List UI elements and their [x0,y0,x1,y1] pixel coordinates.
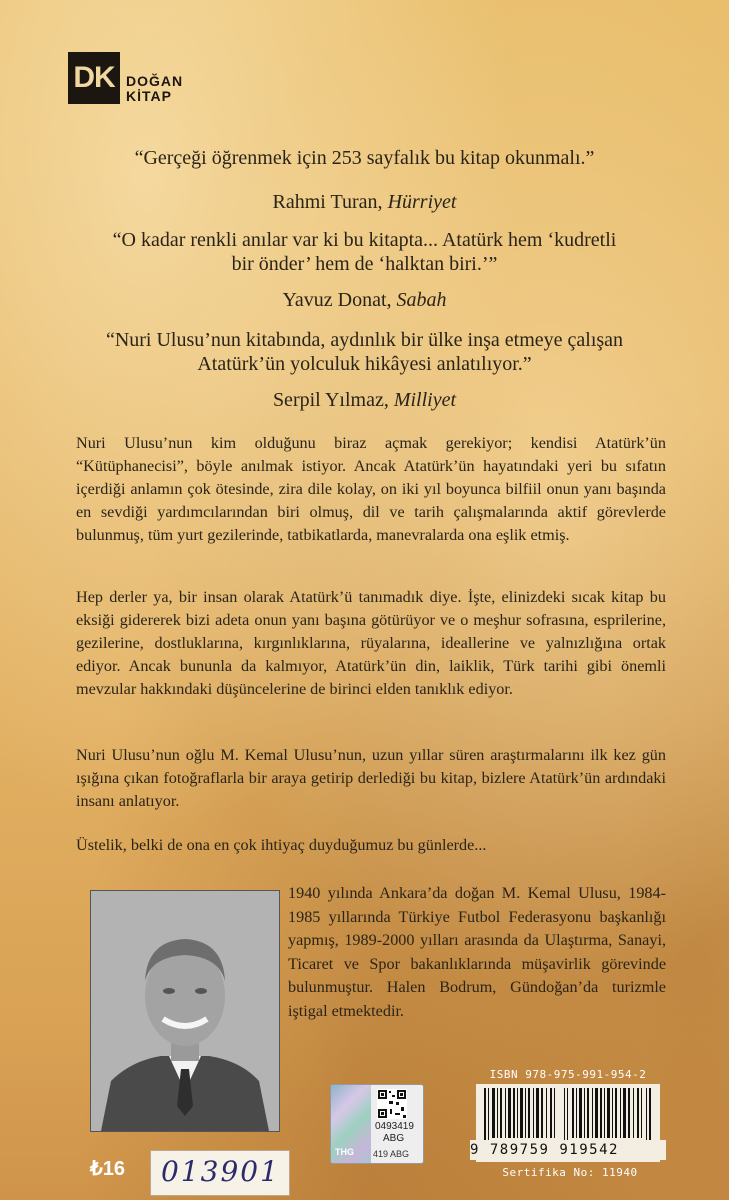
author-photo [90,890,280,1132]
price-label: ₺16 [90,1158,125,1180]
publisher-mark: DK [68,52,120,104]
certificate-number: Sertifika No: 11940 [502,1166,638,1179]
description-paragraph: Üstelik, belki de ona en çok ihtiyaç duyduğumuz bu günlerde... [76,836,487,854]
description-paragraph: Nuri Ulusu’nun kim olduğunu biraz açmak gerekiyor; kendisi Atatürk’ün “Kütüphanecisi”, böyle anılmak istiyor. Ancak Atatürk’ün hayatındaki yeri bu sıfatın içerdiği anlamın çok ötesinde, zira dile kolay, on iki yıl boyunca bilfiil onun yanı başında en sevdiği yardımcılarından biri olmuş, dil ve tarih çalışmalarında aktif görevlerde bulunmuş, tüm yurt gezilerinde, tatbikatlarda, manevralarda ona eşlik etmiş. [76,434,666,544]
security-sticker [330,1084,424,1164]
review-quote-2: “O kadar renkli anılar var ki bu kitapta... Atatürk hem ‘kudretli bir önder’ hem de ‘halktan biri.’” [112,229,617,275]
review-author-2: Yavuz Donat, Sabah [282,289,447,311]
review-author-3: Serpil Yılmaz, Milliyet [272,389,457,411]
barcode-bars [476,1084,660,1144]
sticker-code-suffix: ABG [383,1133,405,1144]
author-portrait-illustration [91,891,279,1131]
barcode-number: 9 789759 919542 [470,1140,666,1160]
description-paragraph: Hep derler ya, bir insan olarak Atatürk’ü tanımadık diye. İşte, elinizdeki sıcak kitap bu eksiği gidererek bizi adeta onun yanı başına götürüyor ve o meşhur sofrasına, esprilerine, gezilerine, dostluklarına, kırgınlıklarına, rüyalarına, ideallerine ve yalnızlığına ortak ediyor. Ancak bununla da kalmıyor, Atatürk’ün din, laiklik, Türk tarihi gibi önemli mevzular hakkındaki düşüncelerine de birinci elden tanıklık ediyor. [76,588,666,698]
stamp-number: 013901 [161,1155,280,1188]
author-bio: 1940 yılında Ankara’da doğan M. Kemal Ulusu, 1984-1985 yıllarında Türkiye Futbol Federasyonu başkanlığı yapmış, 1989-2000 yılları arasında da Ulaştırma, Sanayi, Ticaret ve Spor bakanlıklarında müşavirlik görevinde bulunmuştur. Halen Bodrum, Gündoğan’da turizmle iştigal etmektedir. [288,884,666,1020]
description-paragraph: Nuri Ulusu’nun oğlu M. Kemal Ulusu’nun, uzun yıllar süren araştırmalarını ilk kez gün ışığına çıkan fotoğraflarla bir araya getirip derlediği bu kitap, bizlere Atatürk’ün ardındaki insanı anlatıyor. [76,746,666,810]
review-author-1: Rahmi Turan, Hürriyet [272,191,457,213]
review-quote-1: “Gerçeği öğrenmek için 253 sayfalık bu kitap okunmalı.” [134,147,595,169]
review-quote-3: “Nuri Ulusu’nun kitabında, aydınlık bir ülke inşa etmeye çalışan Atatürk’ün yolculuk hikâyesi anlatılıyor.” [105,329,624,375]
isbn-label: ISBN 978-975-991-954-2 [489,1068,647,1081]
sticker-code-bottom: 419 ABG [373,1149,410,1159]
qr-code-icon [377,1089,407,1119]
handwritten-stamp [150,1150,290,1196]
sticker-brand: THG [335,1147,354,1157]
publisher-name: DOĞAN KİTAP [126,73,184,104]
sticker-code: 0493419 [375,1121,414,1132]
publisher-logo [68,52,198,108]
